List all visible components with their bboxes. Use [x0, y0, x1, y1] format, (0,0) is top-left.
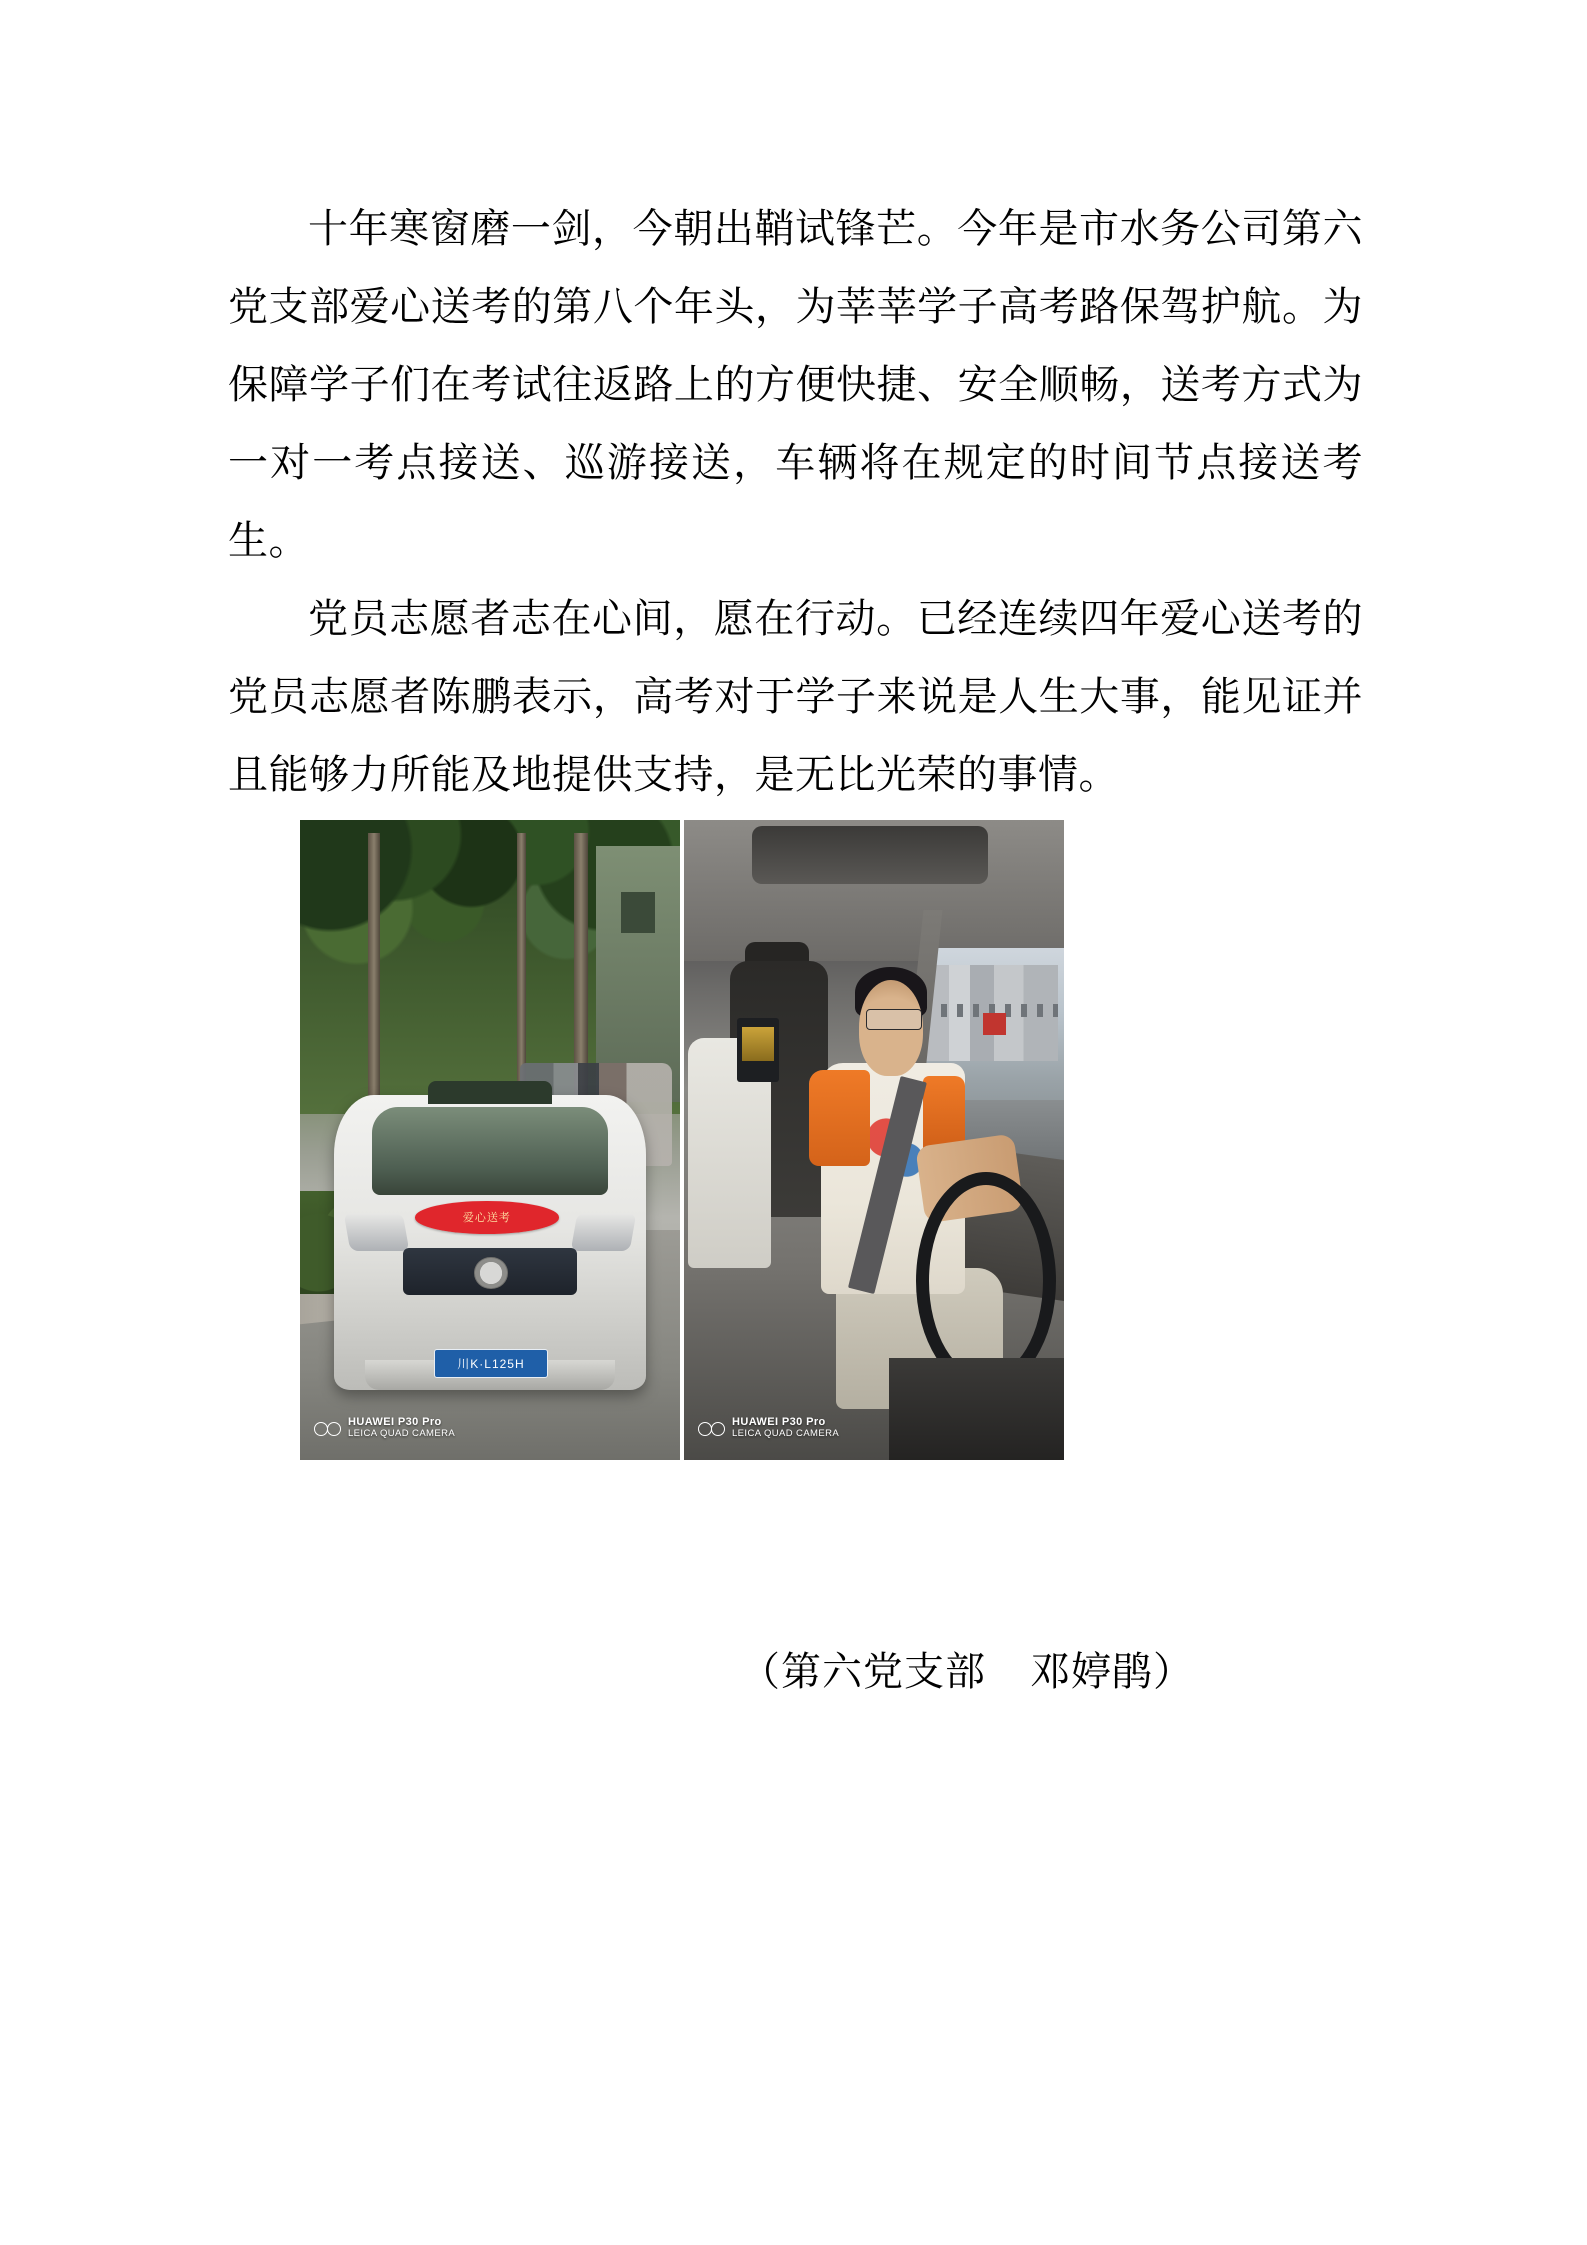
photo-car-front [300, 820, 680, 1460]
headlight-left [343, 1213, 409, 1251]
watermark-camera: LEICA QUAD CAMERA [732, 1428, 840, 1439]
dual-lens-icon [698, 1422, 724, 1435]
tree-trunk [368, 833, 380, 1115]
paragraph-1: 十年寒窗磨一剑，今朝出鞘试锋芒。今年是市水务公司第六党支部爱心送考的第八个年头，为莘莘学子高考路保驾护航。为保障学子们在考试往返路上的方便快捷、安全顺畅，送考方式为一对一考点接送、巡游接送，车辆将在规定的时间节点接送考生。 [228, 206, 1363, 563]
watermark-model: HUAWEI P30 Pro [732, 1416, 826, 1428]
document-body [228, 190, 1363, 814]
car-emblem-icon [474, 1257, 507, 1288]
car-sunroof [428, 1081, 553, 1105]
figure-row [300, 820, 1065, 1460]
license-plate: 川K·L125H [434, 1349, 548, 1377]
paragraph-2: 党员志愿者志在心间，愿在行动。已经连续四年爱心送考的党员志愿者陈鹏表示，高考对于学子来说是人生大事，能见证并且能够力所能及地提供支持，是无比光荣的事情。 [228, 596, 1363, 797]
camera-watermark [698, 1416, 839, 1440]
document-signature: （第六党支部 邓婷鹃） [740, 1649, 1194, 1694]
love-exam-sticker: 爱心送考 [415, 1201, 558, 1233]
center-console [889, 1358, 1064, 1460]
red-shop-sign [983, 1013, 1006, 1035]
white-sedan [334, 1095, 646, 1389]
camera-watermark [314, 1416, 455, 1440]
shirt-sleeve-left [809, 1070, 870, 1166]
headlight-right [571, 1213, 637, 1251]
dashcam-device [737, 1018, 779, 1082]
watermark-model: HUAWEI P30 Pro [348, 1416, 442, 1428]
watermark-camera: LEICA QUAD CAMERA [348, 1428, 456, 1439]
car-sunroof [752, 826, 988, 884]
photo-driver-inside [684, 820, 1064, 1460]
dual-lens-icon [314, 1422, 340, 1435]
glasses-icon [866, 1009, 921, 1030]
car-windshield [372, 1107, 609, 1195]
